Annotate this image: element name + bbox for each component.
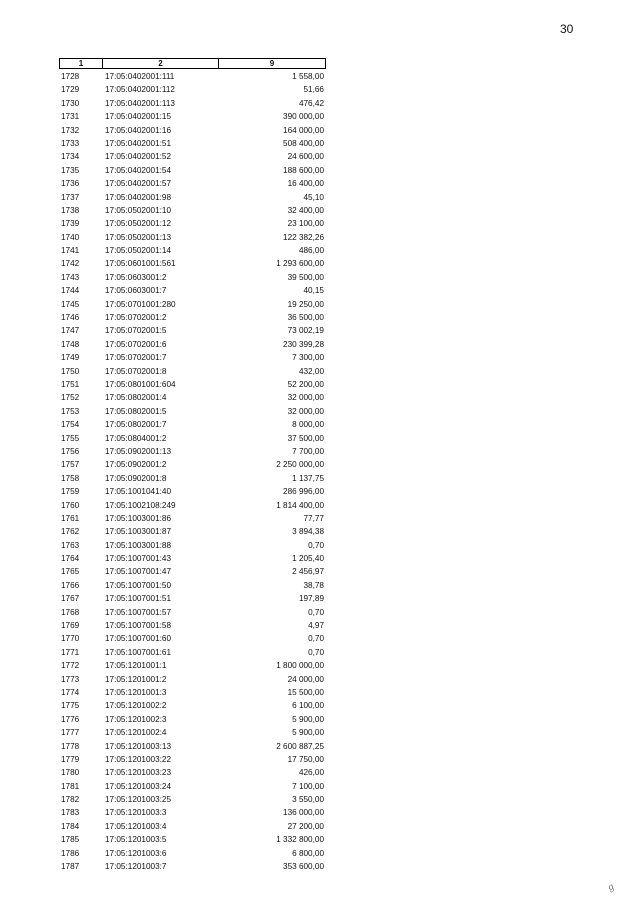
table-row bbox=[59, 806, 326, 819]
cadastral-number: 17:05:0702001:8 bbox=[105, 366, 167, 376]
table-row bbox=[59, 539, 326, 552]
table-row bbox=[59, 646, 326, 659]
row-number: 1787 bbox=[61, 862, 80, 872]
value: 19 250,00 bbox=[287, 299, 324, 309]
value: 188 600,00 bbox=[283, 165, 324, 175]
value: 230 399,28 bbox=[283, 339, 324, 349]
table-row bbox=[59, 311, 326, 324]
cadastral-number: 17:05:0603001:2 bbox=[105, 272, 167, 282]
table-row bbox=[59, 284, 326, 297]
row-number: 1760 bbox=[61, 500, 80, 510]
value: 52 200,00 bbox=[287, 379, 324, 389]
table-row bbox=[59, 164, 326, 177]
row-number: 1774 bbox=[61, 687, 80, 697]
header-col-1: 1 bbox=[60, 59, 103, 68]
cadastral-number: 17:05:0603001:7 bbox=[105, 286, 167, 296]
row-number: 1742 bbox=[61, 259, 80, 269]
table-row bbox=[59, 592, 326, 605]
table-row bbox=[59, 97, 326, 110]
cadastral-number: 17:05:0802001:4 bbox=[105, 393, 167, 403]
table-row bbox=[59, 110, 326, 123]
row-number: 1764 bbox=[61, 554, 80, 564]
row-number: 1783 bbox=[61, 808, 80, 818]
value: 3 894,38 bbox=[292, 527, 324, 537]
value: 6 100,00 bbox=[292, 701, 324, 711]
row-number: 1778 bbox=[61, 741, 80, 751]
cadastral-number: 17:05:0502001:10 bbox=[105, 205, 172, 215]
row-number: 1761 bbox=[61, 513, 80, 523]
row-number: 1767 bbox=[61, 594, 80, 604]
table-row bbox=[59, 137, 326, 150]
row-number: 1773 bbox=[61, 674, 80, 684]
row-number: 1766 bbox=[61, 580, 80, 590]
cadastral-number: 17:05:1003001:87 bbox=[105, 527, 172, 537]
table-row bbox=[59, 298, 326, 311]
value: 122 382,26 bbox=[283, 232, 324, 242]
cadastral-number: 17:05:0402001:112 bbox=[105, 85, 175, 95]
cadastral-number: 17:05:0902001:13 bbox=[105, 446, 172, 456]
table-row bbox=[59, 726, 326, 739]
cadastral-number: 17:05:1201003:6 bbox=[105, 848, 167, 858]
table-row bbox=[59, 231, 326, 244]
row-number: 1771 bbox=[61, 647, 80, 657]
cadastral-number: 17:05:1201003:22 bbox=[105, 754, 172, 764]
table-row bbox=[59, 191, 326, 204]
row-number: 1728 bbox=[61, 72, 80, 81]
cadastral-number: 17:05:1007001:51 bbox=[105, 594, 172, 604]
row-number: 1739 bbox=[61, 219, 80, 229]
cadastral-number: 17:05:1201001:1 bbox=[105, 661, 167, 671]
cadastral-number: 17:05:0402001:54 bbox=[105, 165, 172, 175]
cadastral-number: 17:05:1201003:4 bbox=[105, 821, 167, 831]
table-row bbox=[59, 244, 326, 257]
table-row bbox=[59, 699, 326, 712]
cadastral-number: 17:05:0402001:111 bbox=[105, 72, 175, 81]
value: 432,00 bbox=[298, 366, 324, 376]
value: 390 000,00 bbox=[283, 112, 324, 122]
value: 24 000,00 bbox=[287, 674, 324, 684]
table-row bbox=[59, 579, 326, 592]
table-row bbox=[59, 405, 326, 418]
value: 0,70 bbox=[308, 634, 324, 644]
table-row bbox=[59, 458, 326, 471]
row-number: 1770 bbox=[61, 634, 80, 644]
table-row bbox=[59, 860, 326, 873]
row-number: 1781 bbox=[61, 781, 80, 791]
value: 39 500,00 bbox=[287, 272, 324, 282]
cadastral-number: 17:05:1201001:3 bbox=[105, 687, 167, 697]
cadastral-number: 17:05:1007001:43 bbox=[105, 554, 172, 564]
row-number: 1779 bbox=[61, 754, 80, 764]
table-row bbox=[59, 686, 326, 699]
cadastral-number: 17:05:0802001:5 bbox=[105, 406, 167, 416]
cadastral-number: 17:05:0502001:13 bbox=[105, 232, 172, 242]
value: 32 000,00 bbox=[287, 406, 324, 416]
value: 36 500,00 bbox=[287, 313, 324, 323]
table-row bbox=[59, 485, 326, 498]
cadastral-number: 17:05:0402001:57 bbox=[105, 179, 172, 189]
row-number: 1769 bbox=[61, 621, 80, 631]
row-number: 1743 bbox=[61, 272, 80, 282]
row-number: 1740 bbox=[61, 232, 80, 242]
table-body bbox=[59, 70, 326, 873]
value: 8 000,00 bbox=[292, 420, 324, 430]
cadastral-number: 17:05:1201003:23 bbox=[105, 768, 172, 778]
table-row bbox=[59, 820, 326, 833]
value: 1 332 800,00 bbox=[276, 835, 324, 845]
table-row bbox=[59, 217, 326, 230]
value: 426,00 bbox=[298, 768, 324, 778]
header-col-3: 9 bbox=[269, 59, 275, 68]
table-row bbox=[59, 512, 326, 525]
value: 1 814 400,00 bbox=[276, 500, 324, 510]
cadastral-number: 17:05:1201002:3 bbox=[105, 714, 167, 724]
row-number: 1777 bbox=[61, 728, 80, 738]
table-row bbox=[59, 378, 326, 391]
value: 15 500,00 bbox=[287, 687, 324, 697]
table-row bbox=[59, 271, 326, 284]
value: 4,97 bbox=[308, 621, 324, 631]
value: 0,70 bbox=[308, 607, 324, 617]
value: 0,70 bbox=[308, 647, 324, 657]
row-number: 1757 bbox=[61, 460, 80, 470]
row-number: 1786 bbox=[61, 848, 80, 858]
table-row bbox=[59, 753, 326, 766]
row-number: 1754 bbox=[61, 420, 80, 430]
row-number: 1751 bbox=[61, 379, 80, 389]
cadastral-number: 17:05:0402001:52 bbox=[105, 152, 172, 162]
cadastral-number: 17:05:1007001:57 bbox=[105, 607, 172, 617]
cadastral-number: 17:05:1201002:2 bbox=[105, 701, 167, 711]
table-row bbox=[59, 632, 326, 645]
cadastral-number: 17:05:0902001:8 bbox=[105, 473, 167, 483]
table-row bbox=[59, 338, 326, 351]
row-number: 1741 bbox=[61, 246, 80, 256]
cadastral-number: 17:05:0702001:5 bbox=[105, 326, 167, 336]
cadastral-number: 17:05:0402001:98 bbox=[105, 192, 172, 202]
value: 0,70 bbox=[308, 540, 324, 550]
table-header bbox=[59, 58, 326, 69]
value: 1 205,40 bbox=[292, 554, 324, 564]
row-number: 1785 bbox=[61, 835, 80, 845]
table-row bbox=[59, 432, 326, 445]
cadastral-number: 17:05:0702001:7 bbox=[105, 353, 167, 363]
cadastral-number: 17:05:0402001:16 bbox=[105, 125, 172, 135]
table-row bbox=[59, 780, 326, 793]
cadastral-number: 17:05:1201002:4 bbox=[105, 728, 167, 738]
row-number: 1747 bbox=[61, 326, 80, 336]
row-number: 1765 bbox=[61, 567, 80, 577]
data-table bbox=[59, 58, 326, 873]
row-number: 1735 bbox=[61, 165, 80, 175]
value: 476,42 bbox=[298, 98, 324, 108]
value: 37 500,00 bbox=[287, 433, 324, 443]
row-number: 1784 bbox=[61, 821, 80, 831]
table-row bbox=[59, 713, 326, 726]
cadastral-number: 17:05:0402001:15 bbox=[105, 112, 172, 122]
row-number: 1775 bbox=[61, 701, 80, 711]
row-number: 1753 bbox=[61, 406, 80, 416]
header-col-2: 2 bbox=[103, 59, 219, 68]
table-row bbox=[59, 351, 326, 364]
value: 6 800,00 bbox=[292, 848, 324, 858]
table-row bbox=[59, 833, 326, 846]
value: 16 400,00 bbox=[287, 179, 324, 189]
row-number: 1776 bbox=[61, 714, 80, 724]
cadastral-number: 17:05:1201003:7 bbox=[105, 862, 167, 872]
cadastral-number: 17:05:0701001:280 bbox=[105, 299, 176, 309]
table-row bbox=[59, 70, 326, 83]
value: 45,10 bbox=[303, 192, 324, 202]
value: 77,77 bbox=[303, 513, 324, 523]
row-number: 1737 bbox=[61, 192, 80, 202]
value: 3 550,00 bbox=[292, 795, 324, 805]
row-number: 1749 bbox=[61, 353, 80, 363]
value: 2 600 887,25 bbox=[276, 741, 324, 751]
table-row bbox=[59, 472, 326, 485]
row-number: 1756 bbox=[61, 446, 80, 456]
value: 1 137,75 bbox=[292, 473, 324, 483]
row-number: 1758 bbox=[61, 473, 80, 483]
table-row bbox=[59, 619, 326, 632]
value: 38,78 bbox=[303, 580, 324, 590]
value: 40,15 bbox=[303, 286, 324, 296]
table-row bbox=[59, 499, 326, 512]
value: 5 900,00 bbox=[292, 714, 324, 724]
row-number: 1732 bbox=[61, 125, 80, 135]
row-number: 1750 bbox=[61, 366, 80, 376]
cadastral-number: 17:05:1007001:47 bbox=[105, 567, 172, 577]
row-number: 1768 bbox=[61, 607, 80, 617]
cadastral-number: 17:05:1007001:60 bbox=[105, 634, 172, 644]
value: 1 558,00 bbox=[292, 72, 324, 81]
value: 51,66 bbox=[303, 85, 324, 95]
cadastral-number: 17:05:1201003:13 bbox=[105, 741, 172, 751]
cadastral-number: 17:05:0702001:2 bbox=[105, 313, 167, 323]
cadastral-number: 17:05:0402001:51 bbox=[105, 138, 172, 148]
value: 17 750,00 bbox=[287, 754, 324, 764]
value: 197,89 bbox=[298, 594, 324, 604]
cadastral-number: 17:05:1201001:2 bbox=[105, 674, 167, 684]
cadastral-number: 17:05:1201003:24 bbox=[105, 781, 172, 791]
table-row bbox=[59, 150, 326, 163]
table-row bbox=[59, 365, 326, 378]
value: 286 996,00 bbox=[283, 487, 324, 497]
cadastral-number: 17:05:1201003:25 bbox=[105, 795, 172, 805]
handwritten-mark: ℊ bbox=[604, 880, 618, 894]
table-row bbox=[59, 766, 326, 779]
table-row bbox=[59, 659, 326, 672]
table-row bbox=[59, 606, 326, 619]
cadastral-number: 17:05:0801001:604 bbox=[105, 379, 176, 389]
page-number: 30 bbox=[560, 22, 574, 36]
table-row bbox=[59, 740, 326, 753]
cadastral-number: 17:05:1201003:5 bbox=[105, 835, 167, 845]
cadastral-number: 17:05:0402001:113 bbox=[105, 98, 175, 108]
value: 164 000,00 bbox=[283, 125, 324, 135]
row-number: 1730 bbox=[61, 98, 80, 108]
value: 32 000,00 bbox=[287, 393, 324, 403]
table-row bbox=[59, 124, 326, 137]
value: 5 900,00 bbox=[292, 728, 324, 738]
row-number: 1782 bbox=[61, 795, 80, 805]
value: 1 293 600,00 bbox=[276, 259, 324, 269]
value: 7 700,00 bbox=[292, 446, 324, 456]
row-number: 1780 bbox=[61, 768, 80, 778]
row-number: 1762 bbox=[61, 527, 80, 537]
value: 486,00 bbox=[298, 246, 324, 256]
cadastral-number: 17:05:0902001:2 bbox=[105, 460, 167, 470]
value: 24 600,00 bbox=[287, 152, 324, 162]
row-number: 1733 bbox=[61, 138, 80, 148]
row-number: 1744 bbox=[61, 286, 80, 296]
value: 27 200,00 bbox=[287, 821, 324, 831]
value: 508 400,00 bbox=[283, 138, 324, 148]
table-row bbox=[59, 525, 326, 538]
table-row bbox=[59, 445, 326, 458]
cadastral-number: 17:05:0804001:2 bbox=[105, 433, 167, 443]
table-row bbox=[59, 391, 326, 404]
cadastral-number: 17:05:1007001:58 bbox=[105, 621, 172, 631]
table-row bbox=[59, 177, 326, 190]
row-number: 1772 bbox=[61, 661, 80, 671]
cadastral-number: 17:05:1003001:88 bbox=[105, 540, 172, 550]
row-number: 1736 bbox=[61, 179, 80, 189]
row-number: 1729 bbox=[61, 85, 80, 95]
table-row bbox=[59, 204, 326, 217]
cadastral-number: 17:05:1201003:3 bbox=[105, 808, 167, 818]
row-number: 1731 bbox=[61, 112, 80, 122]
row-number: 1746 bbox=[61, 313, 80, 323]
value: 2 456,97 bbox=[292, 567, 324, 577]
value: 2 250 000,00 bbox=[276, 460, 324, 470]
row-number: 1748 bbox=[61, 339, 80, 349]
value: 353 600,00 bbox=[283, 862, 324, 872]
table-row bbox=[59, 83, 326, 96]
value: 7 300,00 bbox=[292, 353, 324, 363]
row-number: 1734 bbox=[61, 152, 80, 162]
cadastral-number: 17:05:1003001:86 bbox=[105, 513, 172, 523]
cadastral-number: 17:05:1002108:249 bbox=[105, 500, 176, 510]
cadastral-number: 17:05:0702001:6 bbox=[105, 339, 167, 349]
value: 1 800 000,00 bbox=[276, 661, 324, 671]
table-row bbox=[59, 552, 326, 565]
table-row bbox=[59, 673, 326, 686]
cadastral-number: 17:05:0802001:7 bbox=[105, 420, 167, 430]
table-row bbox=[59, 565, 326, 578]
table-row bbox=[59, 418, 326, 431]
row-number: 1755 bbox=[61, 433, 80, 443]
cadastral-number: 17:05:0502001:14 bbox=[105, 246, 172, 256]
cadastral-number: 17:05:1001041:40 bbox=[105, 487, 172, 497]
value: 7 100,00 bbox=[292, 781, 324, 791]
row-number: 1738 bbox=[61, 205, 80, 215]
row-number: 1745 bbox=[61, 299, 80, 309]
table-row bbox=[59, 257, 326, 270]
value: 23 100,00 bbox=[287, 219, 324, 229]
table-row bbox=[59, 847, 326, 860]
table-row bbox=[59, 793, 326, 806]
row-number: 1759 bbox=[61, 487, 80, 497]
cadastral-number: 17:05:0601001:561 bbox=[105, 259, 176, 269]
value: 32 400,00 bbox=[287, 205, 324, 215]
row-number: 1752 bbox=[61, 393, 80, 403]
cadastral-number: 17:05:0502001:12 bbox=[105, 219, 172, 229]
table-row bbox=[59, 324, 326, 337]
cadastral-number: 17:05:1007001:61 bbox=[105, 647, 172, 657]
cadastral-number: 17:05:1007001:50 bbox=[105, 580, 172, 590]
value: 73 002,19 bbox=[287, 326, 324, 336]
row-number: 1763 bbox=[61, 540, 80, 550]
value: 136 000,00 bbox=[283, 808, 324, 818]
